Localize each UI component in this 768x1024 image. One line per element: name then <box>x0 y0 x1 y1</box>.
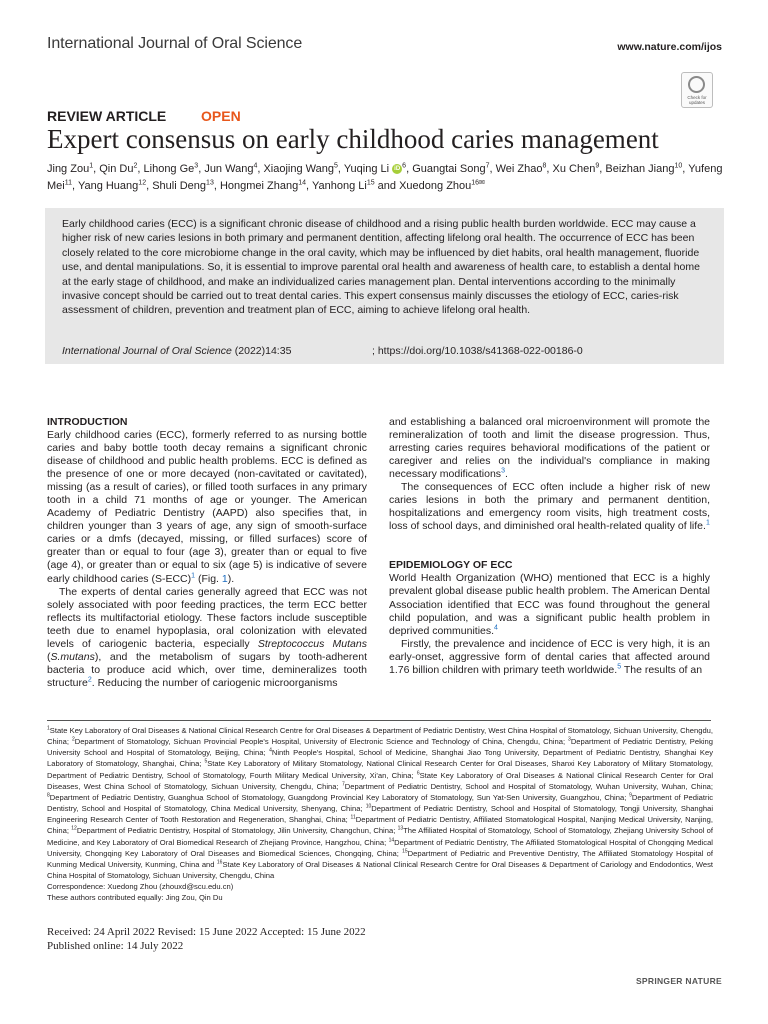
affiliation-number: 11 <box>350 814 356 821</box>
author-affiliation-marker: 7 <box>485 162 490 170</box>
body-column-right <box>389 416 710 677</box>
text-run: ). <box>227 572 235 585</box>
affiliation-text: Department of Pediatric Dentistry, Hospital of Stomatology, Jilin University, Changchun, China; <box>76 826 398 836</box>
reference-citation[interactable]: 4 <box>494 624 498 632</box>
doi-separator: ; <box>372 345 375 357</box>
affiliation-text: Ninth People's Hospital, School of Medicine, Shanghai Jiao Tong University, Department of Pediatric Dentistry, Shanghai Key Laboratory of Stomatology, Shanghai, China; <box>47 748 714 769</box>
affiliation-number: 2 <box>71 736 75 743</box>
author-affiliation-marker: 9 <box>595 162 600 170</box>
equal-contribution-note: These authors contributed equally: Jing Zou, Qin Du <box>47 893 223 903</box>
affiliation-number: 6 <box>416 770 420 777</box>
correspondence: Correspondence: Xuedong Zhou (zhouxd@scu.edu.cn) <box>47 882 234 892</box>
text-run: Early childhood caries (ECC), formerly referred to as nursing bottle caries and baby bottle tooth decay remains a significant chronic disease of childhood and public health problems. ECC is defined as the presence of one or more decayed (non-cavitated or cavitated), missing (as a result of caries), or filled tooth surfaces in any primary tooth in a child 71 months of age or younger. The American Academy of Pediatric Dentistry (AAPD) also specifies that, in children younger than 3 years of age, any sign of smooth-surface caries or a dmfs (decayed, missing, or filled surfaces) score of greater than or equal to four (age 3), greater than or equal to five (age 4), or greater than or equal to six (age 5) is indicative of severe early childhood caries (S-ECC) <box>47 429 367 585</box>
author-affiliation-marker: 16✉ <box>471 178 485 186</box>
affiliation-number: 1 <box>47 725 50 732</box>
affiliation-list <box>47 726 713 880</box>
article-title: Expert consensus on early childhood caries management <box>47 124 659 154</box>
text-run: and establishing a balanced oral microenvironment will promote the remineralization of tooth and limit the disease progression. Thus, arresting caries requires behavioral modifications of the patient or caregiver and relies on the individual's compliance in making necessary modifications <box>389 416 710 481</box>
body-paragraph <box>389 416 710 481</box>
journal-website-link[interactable]: www.nature.com/ijos <box>617 41 722 53</box>
published-online: Published online: 14 July 2022 <box>47 940 184 952</box>
author-name[interactable]: Xuedong Zhou <box>399 179 472 192</box>
affiliation-number: 14 <box>388 837 395 844</box>
orcid-icon[interactable]: iD <box>394 166 401 173</box>
author-affiliation-marker: 2 <box>133 162 138 170</box>
body-paragraph <box>389 572 710 637</box>
author-affiliation-marker: 1 <box>89 162 94 170</box>
affiliation-text: State Key Laboratory of Oral Diseases & National Clinical Research Center for Oral Diseases, West China School of Stomatology, Sichuan University, Chengdu, China; <box>47 770 714 791</box>
section-gap <box>389 533 710 559</box>
affiliation-number: 10 <box>365 803 372 810</box>
author-affiliation-marker: 4 <box>253 162 258 170</box>
abstract-text: Early childhood caries (ECC) is a significant chronic disease of childhood and a rising public health burden worldwide. ECC may cause a higher risk of new caries lesions in both primary and permanent dentition, affecting lifelong oral health. The occurrence of ECC has been closely related to the core microbiome change in the oral cavity, which may be influenced by diet habits, oral health management, fluoride use, and dental manipulations. So, it is essential to improve parental oral health and awareness of health care, to establish a dental home at the early stage of childhood, and make an individualized caries management plan. Dental interventions according to the minimally invasive concept should be carried out to treat dental caries. This expert consensus mainly discusses the etiology of ECC, caries-risk assessment of children, prevention and treatment plan of ECC, aiming to achieve lifelong oral health. <box>62 218 700 317</box>
author-affiliation-marker: 10 <box>674 162 683 170</box>
body-column-left <box>47 416 367 690</box>
affiliation-text: Department of Pediatric and Preventive Dentistry, The Affiliated Stomatology Hospital of Kunming Medical University, Kunming, China and <box>47 848 713 869</box>
citation <box>62 345 291 357</box>
author-name[interactable]: Wei Zhao <box>495 163 543 175</box>
italic-term: S.mutans <box>50 650 95 663</box>
author-name[interactable]: Jun Wang <box>204 163 254 175</box>
text-run: . <box>504 468 508 481</box>
affiliation-text: Department of Stomatology, Sichuan Provincial People's Hospital, University of Electronic Science and Technology of China, Chengdu, China; <box>74 737 569 747</box>
text-run: The consequences of ECC often include a higher risk of new caries lesions in both the primary and permanent dentition, hospitalizations and emergency room visits, high treatment costs, loss of school days, and diminished oral health-related quality of life. <box>389 481 710 533</box>
text-run: The experts of dental caries generally agreed that ECC was not solely associated with poor feeding practices, the term ECC better reflects its multifactorial etiology. These factors include susceptible teeth due to enamel hypoplasia, oral colonization with elevated levels of cariogenic bacteria, especially <box>47 585 367 650</box>
author-affiliation-marker: 11 <box>64 178 73 186</box>
reference-citation[interactable]: 3 <box>501 467 505 475</box>
text-run: (Fig. <box>195 572 222 585</box>
open-access-label: OPEN <box>201 108 241 124</box>
affiliation-text: The Affiliated Hospital of Stomatology, School of Stomatology, Zhejiang University School of Medicine, and Key Laboratory of Oral Biomedical Research of Zhejiang Province, Hangzhou, China; <box>47 826 714 847</box>
text-run: . Reducing the number of cariogenic microorganisms <box>91 676 338 689</box>
author-affiliation-marker: 8 <box>542 162 547 170</box>
text-run: World Health Organization (WHO) mentioned that ECC is a highly prevalent global disease public health problem. The American Dental Association identified that ECC was found throughout the general child population, and was a significant public health problem in deprived communities. <box>389 572 710 637</box>
figure-link[interactable]: 1 <box>221 572 228 585</box>
citation-volume: (2022)14:35 <box>234 345 292 357</box>
affiliation-text: State Key Laboratory of Military Stomatology, National Clinical Research Center for Oral Diseases, Shanxi Key Laboratory of Military Stomatology, Department of Pediatric Dentistry, School of Stomatology, Fourth Military Medical University, Xi'an, China; <box>47 759 713 780</box>
affiliation-number: 9 <box>629 792 632 799</box>
reference-citation[interactable]: 5 <box>617 663 622 671</box>
author-affiliation-marker: 5 <box>334 162 338 170</box>
affiliation-number: 4 <box>269 747 272 754</box>
section-heading: INTRODUCTION <box>47 416 128 428</box>
author-name[interactable]: Beizhan Jiang <box>605 163 675 175</box>
author-affiliation-marker: 3 <box>194 162 199 170</box>
affiliation-number: 7 <box>342 781 345 788</box>
author-name[interactable]: Yuqing Li <box>343 163 390 175</box>
affiliation-number: 12 <box>71 825 77 832</box>
author-name[interactable]: Jing Zou <box>47 163 90 175</box>
author-name[interactable]: Shuli Deng <box>152 179 207 192</box>
author-name[interactable]: Xiaojing Wang <box>263 163 334 175</box>
author-list: Jing Zou$^1$, Qin Du$^2$, Lihong Ge$^3$, Jun Wang$^4$, Xiaojing Wang$^5$, Yuqing Li iD $^6$, Guangtai Song$^7$, Wei Zhao$^8$, Xu Chen$^9$, Beizhan Jiang$^{10}$, Yufeng Mei$^{11}$, Yang Huang$^{12}$, Shuli Deng$^{13}$, Hongmei Zhang$^{14}$, Yanhong Li$^{15}$ and Xuedong Zhou$^{16✉}$ <box>47 162 723 192</box>
check-updates-icon <box>688 76 705 93</box>
affiliation-text: Department of Pediatric Dentistry, The Affiliated Stomatological Hospital of Chongqing Medical University, Chongqing Key Laboratory of Oral Diseases and Biomedical Sciences, Chongqing, China; <box>47 837 713 858</box>
text-run: ( <box>47 650 51 663</box>
text-run: The results of an <box>621 663 703 676</box>
author-name[interactable]: Hongmei Zhang <box>219 179 299 192</box>
reference-citation[interactable]: 1 <box>191 572 196 580</box>
affiliation-text: Department of Pediatric Dentistry, Guanghua School of Stomatology, Guangdong Provincial Key Laboratory of Stomatology, Sun Yat-Sen University, Guangzhou, China; <box>49 792 630 802</box>
doi-link[interactable]: https://doi.org/10.1038/s41368-022-00186-0 <box>377 345 583 357</box>
footnote-divider <box>47 720 711 721</box>
affiliation-number: 3 <box>568 736 571 743</box>
affiliation-number: 16 <box>216 859 223 866</box>
received-revised-accepted: Received: 24 April 2022 Revised: 15 June 2022 Accepted: 15 June 2022 <box>47 926 366 938</box>
check-for-updates-badge[interactable] <box>681 72 713 108</box>
publisher-logo: SPRINGER NATURE <box>635 976 722 986</box>
author-name[interactable]: Guangtai Song <box>412 163 486 175</box>
author-name[interactable]: Xu Chen <box>552 163 596 175</box>
affiliation-number: 15 <box>402 848 408 855</box>
reference-citation[interactable]: 2 <box>87 676 92 684</box>
author-affiliation-marker: 13 <box>206 178 214 186</box>
citation-journal: International Journal of Oral Science <box>62 345 232 357</box>
text-run: Firstly, the prevalence and incidence of ECC is very high, it is an early-onset, aggressive form of dental caries that affected around 1.76 billion children with primary teeth worldwide. <box>389 637 710 676</box>
author-affiliation-marker: 12 <box>138 178 147 186</box>
body-paragraph <box>47 586 367 690</box>
author-affiliation-marker: 14 <box>298 178 307 186</box>
author-name[interactable]: Yang Huang <box>77 179 139 192</box>
affiliation-text: Department of Pediatric Dentistry, School and Hospital of Stomatology, Wuhan University, Wuhan, China; <box>344 781 713 791</box>
italic-term: Streptococcus Mutans <box>257 637 367 650</box>
affiliation-text: Department of Pediatric Dentistry, School and Hospital of Stomatology, China Medical University, Shenyang, China; <box>47 792 713 814</box>
body-paragraph <box>47 429 367 586</box>
doi-line <box>372 345 583 357</box>
affiliation-number: 5 <box>204 758 208 765</box>
affiliation-text: State Key Laboratory of Oral Diseases & National Clinical Research Centre for Oral Diseases & Department of Cariology and Endodontics, West China Hospital of Stomatology, Sichuan University, Chengdu, China <box>47 859 713 881</box>
author-name[interactable]: Yufeng Mei <box>47 163 723 192</box>
author-name[interactable]: Qin Du <box>99 163 134 175</box>
affiliation-number: 13 <box>397 825 404 832</box>
journal-name: International Journal of Oral Science <box>47 35 303 52</box>
affiliations-footnote <box>47 725 713 904</box>
body-paragraph <box>389 638 710 677</box>
reference-citation[interactable]: 1 <box>705 519 710 527</box>
affiliation-text: Department of Pediatric Dentistry, Peking University School and Hospital of Stomatology, Beijing, China; <box>47 737 713 758</box>
article-type: REVIEW ARTICLE <box>47 108 167 124</box>
affiliation-text: Department of Pediatric Dentistry, Affiliated Stomatological Hospital, Nanjing Medical University, Nanjing, China; <box>47 815 713 836</box>
author-affiliation-marker: 15 <box>366 178 375 186</box>
affiliation-number: 8 <box>47 792 50 799</box>
author-name[interactable]: Lihong Ge <box>143 163 195 175</box>
check-updates-label: Check for updates <box>687 95 707 105</box>
body-paragraph <box>389 481 710 533</box>
affiliation-text: Department of Pediatric Dentistry, School and Hospital of Stomatology, Tongji University, Shanghai Engineering Research Center of Tooth Restoration and Regeneration, Shanghai, China; <box>47 804 714 825</box>
author-name[interactable]: Yanhong Li <box>311 179 367 192</box>
text-run: ), and the metabolism of sugars by tooth-adherent bacteria to produce acid which, over time, demineralizes tooth structure <box>47 650 367 689</box>
affiliation-text: State Key Laboratory of Oral Diseases & National Clinical Research Centre for Oral Diseases & Department of Pediatric Dentistry, West China Hospital of Stomatology, Sichuan University, Chengdu, China; <box>47 726 713 747</box>
author-affiliation-marker: 6 <box>402 162 407 170</box>
article-dates <box>47 925 366 953</box>
section-heading: EPIDEMIOLOGY OF ECC <box>389 559 513 572</box>
